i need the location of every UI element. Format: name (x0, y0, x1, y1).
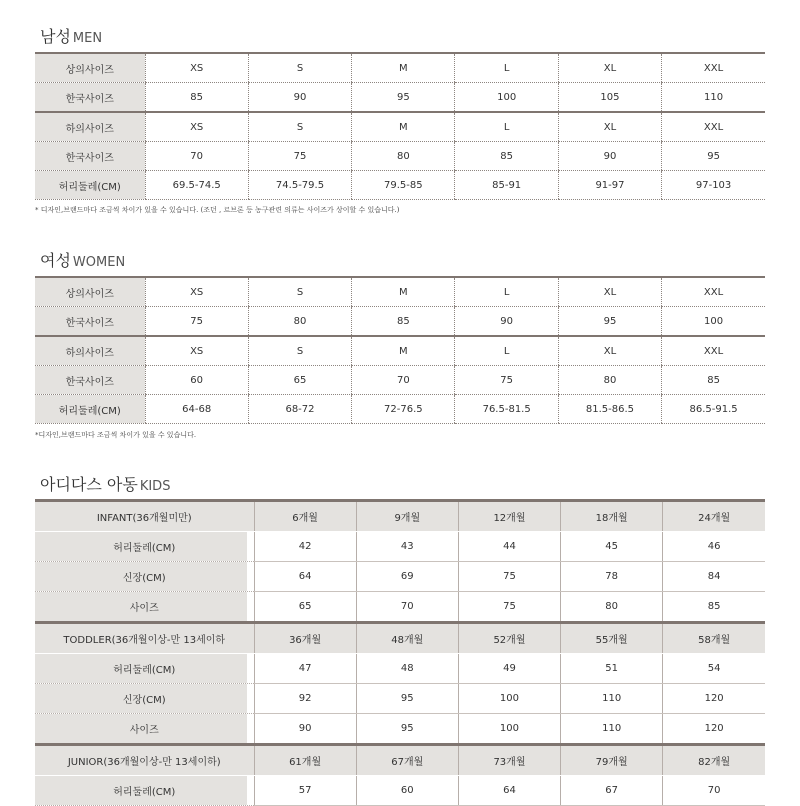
size-cell: 86.5-91.5 (662, 395, 765, 424)
size-cell: 49 (458, 654, 560, 684)
row-label: 신장(CM) (35, 562, 254, 592)
group-header-cell: 73개월 (458, 745, 560, 776)
size-cell: 70 (356, 592, 458, 623)
size-row (35, 366, 765, 395)
size-cell: 74.5-79.5 (248, 171, 351, 200)
group-header-cell: 67개월 (356, 745, 458, 776)
group-header-cell: 24개월 (663, 501, 765, 532)
size-row (35, 277, 765, 307)
row-label: 하의사이즈 (35, 112, 145, 142)
size-cell: 90 (558, 142, 661, 171)
size-cell: 43 (356, 532, 458, 562)
size-cell: 90 (248, 83, 351, 113)
size-cell: 100 (458, 714, 560, 745)
size-row (35, 684, 765, 714)
size-cell: 70 (663, 776, 765, 806)
size-row (35, 83, 765, 113)
size-cell: XS (145, 277, 248, 307)
size-cell: 85 (145, 83, 248, 113)
size-row (35, 776, 765, 806)
group-header-row (35, 501, 765, 532)
men-title-ko: 남성 (40, 27, 71, 46)
size-cell: L (455, 336, 558, 366)
size-row (35, 112, 765, 142)
size-cell: 75 (145, 307, 248, 337)
size-row (35, 171, 765, 200)
women-note: *디자인,브랜드마다 조금씩 차이가 있을 수 있습니다. (35, 431, 197, 439)
kids-section-title (40, 468, 170, 496)
group-header-cell: 52개월 (458, 623, 560, 654)
size-row (35, 142, 765, 171)
row-label: 신장(CM) (35, 684, 254, 714)
group-header-cell: 18개월 (561, 501, 663, 532)
size-cell: 44 (458, 532, 560, 562)
size-cell: 100 (458, 684, 560, 714)
size-cell: 80 (558, 366, 661, 395)
row-label: 허리둘레(CM) (35, 654, 254, 684)
size-cell: 110 (662, 83, 765, 113)
row-label: 허리둘레(CM) (35, 395, 145, 424)
size-cell: 91-97 (558, 171, 661, 200)
size-cell: 79.5-85 (352, 171, 455, 200)
size-cell: 65 (254, 592, 356, 623)
size-cell: 51 (561, 654, 663, 684)
women-title-en: WOMEN (72, 255, 126, 270)
men-note: * 디자인,브랜드마다 조금씩 차이가 있을 수 있습니다. (조던 , 르브론 등 농구관련 의류는 사이즈가 상이할 수 있습니다.) (35, 206, 400, 214)
size-cell: XXL (662, 112, 765, 142)
kids-title-ko: 아디다스 아동 (40, 475, 138, 494)
size-cell: S (248, 112, 351, 142)
size-cell: 97-103 (662, 171, 765, 200)
men-section-title (40, 20, 102, 48)
size-cell: XXL (662, 336, 765, 366)
size-cell: 45 (561, 532, 663, 562)
size-cell: 120 (663, 714, 765, 745)
size-cell: 80 (352, 142, 455, 171)
size-cell: 92 (254, 684, 356, 714)
size-cell: XL (558, 53, 661, 83)
size-cell: 110 (561, 714, 663, 745)
group-label: INFANT(36개월미만) (35, 501, 254, 532)
row-label: 상의사이즈 (35, 53, 145, 83)
size-cell: 64-68 (145, 395, 248, 424)
size-cell: 100 (455, 83, 558, 113)
size-cell: M (352, 336, 455, 366)
size-cell: XL (558, 112, 661, 142)
size-row (35, 714, 765, 745)
group-header-cell: 9개월 (356, 501, 458, 532)
size-cell: 70 (352, 366, 455, 395)
size-cell: 48 (356, 654, 458, 684)
group-header-row (35, 745, 765, 776)
group-header-cell: 48개월 (356, 623, 458, 654)
size-cell: 85 (663, 592, 765, 623)
size-cell: 64 (254, 562, 356, 592)
row-label: 사이즈 (35, 592, 254, 623)
group-header-row (35, 623, 765, 654)
size-cell: XS (145, 336, 248, 366)
row-label: 허리둘레(CM) (35, 171, 145, 200)
group-header-cell: 12개월 (458, 501, 560, 532)
men-size-table (35, 52, 765, 200)
size-cell: XXL (662, 277, 765, 307)
size-cell: 95 (558, 307, 661, 337)
size-cell: 64 (458, 776, 560, 806)
row-label: 한국사이즈 (35, 307, 145, 337)
size-cell: 57 (254, 776, 356, 806)
size-cell: 85-91 (455, 171, 558, 200)
group-header-cell: 55개월 (561, 623, 663, 654)
size-cell: 65 (248, 366, 351, 395)
size-cell: 78 (561, 562, 663, 592)
size-cell: 81.5-86.5 (558, 395, 661, 424)
row-label: 허리둘레(CM) (35, 776, 254, 806)
group-header-cell: 58개월 (663, 623, 765, 654)
group-header-cell: 36개월 (254, 623, 356, 654)
size-cell: 69.5-74.5 (145, 171, 248, 200)
size-cell: 95 (662, 142, 765, 171)
women-section-title (40, 244, 125, 272)
size-cell: 47 (254, 654, 356, 684)
group-header-cell: 82개월 (663, 745, 765, 776)
size-cell: L (455, 53, 558, 83)
size-cell: XL (558, 277, 661, 307)
size-row (35, 654, 765, 684)
row-label: 사이즈 (35, 714, 254, 745)
size-cell: 85 (455, 142, 558, 171)
size-cell: 95 (352, 83, 455, 113)
size-cell: 90 (455, 307, 558, 337)
group-header-cell: 6개월 (254, 501, 356, 532)
size-cell: 120 (663, 684, 765, 714)
size-row (35, 395, 765, 424)
size-cell: 46 (663, 532, 765, 562)
group-header-cell: 79개월 (561, 745, 663, 776)
size-cell: 84 (663, 562, 765, 592)
size-cell: 60 (145, 366, 248, 395)
size-row (35, 592, 765, 623)
size-cell: XL (558, 336, 661, 366)
row-label: 한국사이즈 (35, 366, 145, 395)
size-cell: 72-76.5 (352, 395, 455, 424)
size-cell: L (455, 277, 558, 307)
size-cell: M (352, 112, 455, 142)
women-title-ko: 여성 (40, 251, 71, 270)
group-label: TODDLER(36개월이상-만 13세이하 (35, 623, 254, 654)
size-cell: 75 (458, 562, 560, 592)
row-label: 한국사이즈 (35, 142, 145, 171)
size-cell: M (352, 53, 455, 83)
row-label: 한국사이즈 (35, 83, 145, 113)
size-cell: 100 (662, 307, 765, 337)
size-cell: 95 (356, 714, 458, 745)
size-cell: 90 (254, 714, 356, 745)
kids-size-table (35, 499, 765, 806)
women-size-table (35, 276, 765, 424)
size-cell: 76.5-81.5 (455, 395, 558, 424)
size-cell: 75 (248, 142, 351, 171)
men-title-en: MEN (72, 31, 103, 46)
row-label: 허리둘레(CM) (35, 532, 254, 562)
size-cell: 85 (662, 366, 765, 395)
size-cell: 42 (254, 532, 356, 562)
size-row (35, 336, 765, 366)
size-cell: S (248, 53, 351, 83)
size-cell: XS (145, 112, 248, 142)
size-cell: 54 (663, 654, 765, 684)
row-label: 상의사이즈 (35, 277, 145, 307)
size-cell: L (455, 112, 558, 142)
size-cell: 60 (356, 776, 458, 806)
size-row (35, 53, 765, 83)
kids-title-en: KIDS (139, 479, 171, 494)
size-cell: 85 (352, 307, 455, 337)
group-header-cell: 61개월 (254, 745, 356, 776)
row-label: 하의사이즈 (35, 336, 145, 366)
size-row (35, 562, 765, 592)
size-cell: 69 (356, 562, 458, 592)
size-cell: M (352, 277, 455, 307)
group-label: JUNIOR(36개월이상-만 13세이하) (35, 745, 254, 776)
size-cell: 68-72 (248, 395, 351, 424)
size-cell: S (248, 277, 351, 307)
size-cell: 75 (458, 592, 560, 623)
size-cell: 110 (561, 684, 663, 714)
size-cell: 80 (561, 592, 663, 623)
size-cell: XS (145, 53, 248, 83)
size-cell: 75 (455, 366, 558, 395)
size-cell: 105 (558, 83, 661, 113)
size-cell: XXL (662, 53, 765, 83)
size-row (35, 307, 765, 337)
size-cell: 80 (248, 307, 351, 337)
size-cell: 70 (145, 142, 248, 171)
size-cell: 95 (356, 684, 458, 714)
size-cell: S (248, 336, 351, 366)
size-row (35, 532, 765, 562)
size-cell: 67 (561, 776, 663, 806)
